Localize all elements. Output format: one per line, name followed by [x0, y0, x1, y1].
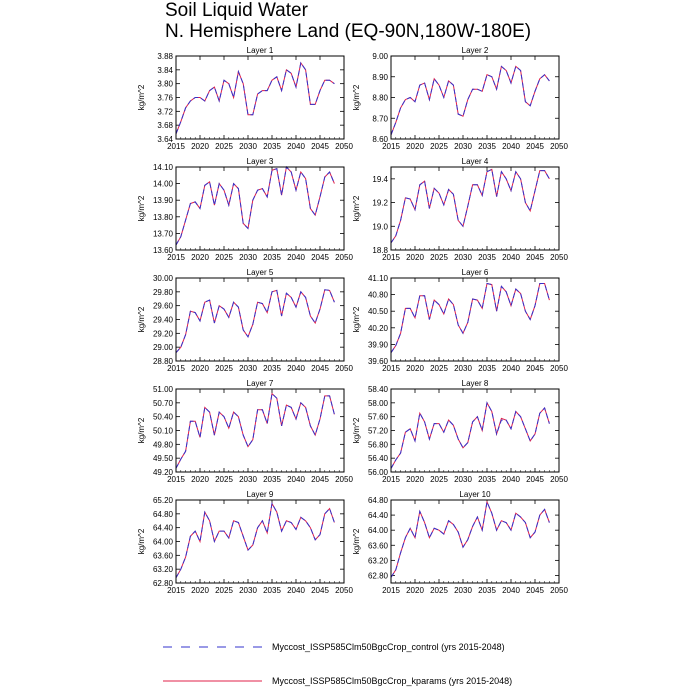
figure-subtitle: N. Hemisphere Land (EQ-90N,180W-180E) [165, 21, 532, 42]
x-tick-label: 2030 [239, 475, 257, 484]
y-tick-label: 8.70 [372, 114, 388, 124]
x-tick-label: 2050 [335, 364, 353, 373]
y-tick-label: 3.88 [157, 52, 173, 61]
y-tick-label: 19.2 [372, 198, 388, 208]
y-tick-label: 49.20 [152, 468, 173, 477]
plot-frame [176, 56, 344, 139]
y-axis-label: kg/m^2 [137, 306, 146, 333]
y-tick-label: 62.80 [367, 571, 388, 581]
y-tick-label: 9.00 [372, 52, 388, 61]
panel-title: Layer 10 [459, 490, 491, 499]
x-tick-label: 2015 [167, 364, 185, 373]
series-line-control [176, 63, 334, 134]
plot-frame [391, 389, 559, 472]
x-tick-label: 2020 [191, 586, 209, 595]
x-tick-label: 2035 [478, 475, 496, 484]
x-tick-label: 2025 [430, 253, 448, 262]
y-tick-label: 64.40 [152, 523, 173, 533]
panel-layer-10 [352, 490, 568, 595]
x-tick-label: 2040 [287, 586, 305, 595]
plot-frame [391, 500, 559, 583]
x-tick-label: 2040 [287, 253, 305, 262]
y-tick-label: 29.00 [152, 343, 173, 353]
x-tick-label: 2050 [550, 586, 568, 595]
x-tick-label: 2045 [311, 364, 329, 373]
x-tick-label: 2025 [430, 475, 448, 484]
x-tick-label: 2025 [430, 364, 448, 373]
x-tick-label: 2045 [526, 364, 544, 373]
y-tick-label: 40.50 [367, 307, 388, 317]
panel-title: Layer 2 [461, 46, 489, 55]
panel-title: Layer 4 [461, 157, 489, 166]
y-tick-label: 29.20 [152, 329, 173, 339]
panel-title: Layer 7 [246, 379, 274, 388]
panel-layer-8 [352, 379, 568, 484]
y-tick-label: 63.20 [152, 565, 173, 575]
y-tick-label: 30.00 [152, 274, 173, 283]
y-tick-label: 56.00 [367, 468, 388, 477]
y-tick-label: 3.80 [157, 79, 173, 89]
x-tick-label: 2025 [215, 253, 233, 262]
x-tick-label: 2050 [550, 142, 568, 151]
x-tick-label: 2025 [215, 586, 233, 595]
y-tick-label: 49.50 [152, 454, 173, 464]
x-tick-label: 2030 [239, 364, 257, 373]
x-tick-label: 2020 [406, 253, 424, 262]
x-tick-label: 2015 [167, 253, 185, 262]
y-tick-label: 13.90 [152, 196, 173, 206]
x-tick-label: 2015 [167, 586, 185, 595]
x-tick-label: 2035 [263, 142, 281, 151]
x-tick-label: 2020 [406, 586, 424, 595]
x-tick-label: 2050 [550, 475, 568, 484]
y-tick-label: 57.60 [367, 412, 388, 422]
panel-layer-6 [352, 268, 568, 373]
y-tick-label: 3.64 [157, 135, 173, 144]
y-tick-label: 64.00 [152, 537, 173, 547]
y-tick-label: 13.60 [152, 246, 173, 255]
x-tick-label: 2035 [263, 364, 281, 373]
y-tick-label: 18.8 [372, 246, 388, 255]
panel-title: Layer 5 [246, 268, 274, 277]
y-tick-label: 13.70 [152, 229, 173, 239]
series-line-control [391, 66, 549, 134]
y-tick-label: 63.60 [152, 551, 173, 561]
x-tick-label: 2045 [311, 475, 329, 484]
series-line-kparams [176, 394, 334, 469]
plot-frame [391, 167, 559, 250]
y-tick-label: 13.80 [152, 212, 173, 222]
y-tick-label: 3.76 [157, 93, 173, 103]
y-tick-label: 19.4 [372, 174, 388, 184]
y-axis-label: kg/m^2 [137, 84, 146, 111]
y-tick-label: 56.40 [367, 454, 388, 464]
x-tick-label: 2035 [263, 253, 281, 262]
x-tick-label: 2050 [550, 253, 568, 262]
y-axis-label: kg/m^2 [352, 528, 361, 555]
x-tick-label: 2030 [239, 142, 257, 151]
y-axis-label: kg/m^2 [352, 306, 361, 333]
y-axis-label: kg/m^2 [137, 195, 146, 222]
y-tick-label: 8.60 [372, 135, 388, 144]
x-tick-label: 2020 [191, 142, 209, 151]
x-tick-label: 2030 [454, 475, 472, 484]
series-line-kparams [391, 284, 549, 353]
x-tick-label: 2030 [239, 586, 257, 595]
panel-layer-3 [137, 157, 353, 262]
x-tick-label: 2025 [430, 142, 448, 151]
x-tick-label: 2030 [454, 142, 472, 151]
y-tick-label: 58.00 [367, 398, 388, 408]
x-tick-label: 2040 [502, 142, 520, 151]
x-tick-label: 2050 [335, 475, 353, 484]
y-tick-label: 58.40 [367, 385, 388, 394]
y-axis-label: kg/m^2 [352, 84, 361, 111]
y-tick-label: 29.80 [152, 287, 173, 297]
series-line-control [391, 502, 549, 577]
x-tick-label: 2035 [478, 253, 496, 262]
x-tick-label: 2040 [502, 586, 520, 595]
x-tick-label: 2030 [454, 364, 472, 373]
x-tick-label: 2040 [287, 364, 305, 373]
series-line-control [176, 167, 334, 245]
x-tick-label: 2025 [430, 586, 448, 595]
y-tick-label: 50.10 [152, 426, 173, 436]
series-line-kparams [176, 63, 334, 134]
panel-title: Layer 3 [246, 157, 274, 166]
x-tick-label: 2045 [311, 586, 329, 595]
legend-label-control: Myccost_ISSP585Clm50BgcCrop_control (yrs 2015-2048) [272, 642, 505, 652]
x-tick-label: 2020 [191, 475, 209, 484]
x-tick-label: 2015 [167, 142, 185, 151]
panel-layer-9 [137, 490, 353, 595]
y-tick-label: 57.20 [367, 426, 388, 436]
x-tick-label: 2020 [406, 364, 424, 373]
x-tick-label: 2035 [478, 364, 496, 373]
x-tick-label: 2050 [550, 364, 568, 373]
x-tick-label: 2015 [382, 586, 400, 595]
y-tick-label: 39.60 [367, 357, 388, 366]
y-axis-label: kg/m^2 [137, 417, 146, 444]
x-tick-label: 2050 [335, 253, 353, 262]
x-tick-label: 2045 [311, 142, 329, 151]
series-line-kparams [391, 502, 549, 577]
panel-layer-4 [352, 157, 568, 262]
y-tick-label: 3.84 [157, 65, 173, 75]
series-line-kparams [391, 169, 549, 243]
y-axis-label: kg/m^2 [352, 195, 361, 222]
y-tick-label: 50.70 [152, 398, 173, 408]
y-tick-label: 65.20 [152, 496, 173, 505]
y-tick-label: 14.00 [152, 179, 173, 189]
plot-frame [391, 278, 559, 361]
y-tick-label: 64.40 [367, 511, 388, 521]
x-tick-label: 2040 [287, 475, 305, 484]
plot-frame [176, 278, 344, 361]
x-tick-label: 2025 [215, 364, 233, 373]
series-line-control [391, 169, 549, 243]
series-line-control [176, 290, 334, 353]
y-tick-label: 29.60 [152, 301, 173, 311]
series-line-control [391, 403, 549, 469]
y-tick-label: 64.80 [152, 509, 173, 519]
panel-title: Layer 6 [461, 268, 489, 277]
x-tick-label: 2050 [335, 586, 353, 595]
y-tick-label: 29.40 [152, 315, 173, 325]
y-tick-label: 8.80 [372, 93, 388, 103]
y-axis-label: kg/m^2 [137, 528, 146, 555]
panel-title: Layer 1 [246, 46, 274, 55]
x-tick-label: 2050 [335, 142, 353, 151]
panel-layer-7 [137, 379, 353, 484]
legend-label-kparams: Myccost_ISSP585Clm50BgcCrop_kparams (yrs 2015-2048) [272, 676, 513, 686]
legend [163, 647, 262, 681]
panel-title: Layer 8 [461, 379, 489, 388]
y-tick-label: 62.80 [152, 579, 173, 588]
y-tick-label: 63.20 [367, 556, 388, 566]
x-tick-label: 2030 [454, 586, 472, 595]
y-tick-label: 14.10 [152, 163, 173, 172]
x-tick-label: 2040 [502, 253, 520, 262]
panel-layer-1 [137, 46, 353, 151]
y-tick-label: 40.20 [367, 323, 388, 333]
panel-layer-2 [352, 46, 568, 151]
y-tick-label: 28.80 [152, 357, 173, 366]
y-tick-label: 3.68 [157, 121, 173, 131]
x-tick-label: 2045 [311, 253, 329, 262]
series-line-control [176, 394, 334, 469]
y-tick-label: 64.00 [367, 526, 388, 536]
x-tick-label: 2040 [502, 364, 520, 373]
x-tick-label: 2045 [526, 253, 544, 262]
x-tick-label: 2015 [382, 253, 400, 262]
x-tick-label: 2045 [526, 142, 544, 151]
y-tick-label: 49.80 [152, 440, 173, 450]
x-tick-label: 2015 [382, 364, 400, 373]
x-tick-label: 2035 [478, 586, 496, 595]
y-tick-label: 63.60 [367, 541, 388, 551]
y-tick-label: 50.40 [152, 412, 173, 422]
x-tick-label: 2035 [263, 586, 281, 595]
x-tick-label: 2035 [478, 142, 496, 151]
y-tick-label: 51.00 [152, 385, 173, 394]
x-tick-label: 2040 [287, 142, 305, 151]
panel-layer-5 [137, 268, 353, 373]
x-tick-label: 2015 [167, 475, 185, 484]
y-axis-label: kg/m^2 [352, 417, 361, 444]
y-tick-label: 8.90 [372, 72, 388, 82]
series-line-kparams [176, 504, 334, 578]
x-tick-label: 2025 [215, 475, 233, 484]
y-tick-label: 19.0 [372, 222, 388, 232]
y-tick-label: 39.90 [367, 340, 388, 350]
plot-frame [176, 167, 344, 250]
series-line-kparams [176, 167, 334, 245]
x-tick-label: 2020 [191, 364, 209, 373]
x-tick-label: 2020 [406, 475, 424, 484]
x-tick-label: 2020 [191, 253, 209, 262]
panel-title: Layer 9 [246, 490, 274, 499]
x-tick-label: 2045 [526, 586, 544, 595]
x-tick-label: 2045 [526, 475, 544, 484]
plot-frame [176, 500, 344, 583]
x-tick-label: 2015 [382, 475, 400, 484]
figure-title: Soil Liquid Water [165, 0, 308, 21]
x-tick-label: 2015 [382, 142, 400, 151]
x-tick-label: 2030 [454, 253, 472, 262]
y-tick-label: 41.10 [367, 274, 388, 283]
y-tick-label: 64.80 [367, 496, 388, 505]
y-tick-label: 40.80 [367, 290, 388, 300]
y-tick-label: 3.72 [157, 107, 173, 117]
series-line-kparams [391, 403, 549, 469]
x-tick-label: 2030 [239, 253, 257, 262]
x-tick-label: 2040 [502, 475, 520, 484]
x-tick-label: 2025 [215, 142, 233, 151]
x-tick-label: 2020 [406, 142, 424, 151]
y-tick-label: 56.80 [367, 440, 388, 450]
x-tick-label: 2035 [263, 475, 281, 484]
